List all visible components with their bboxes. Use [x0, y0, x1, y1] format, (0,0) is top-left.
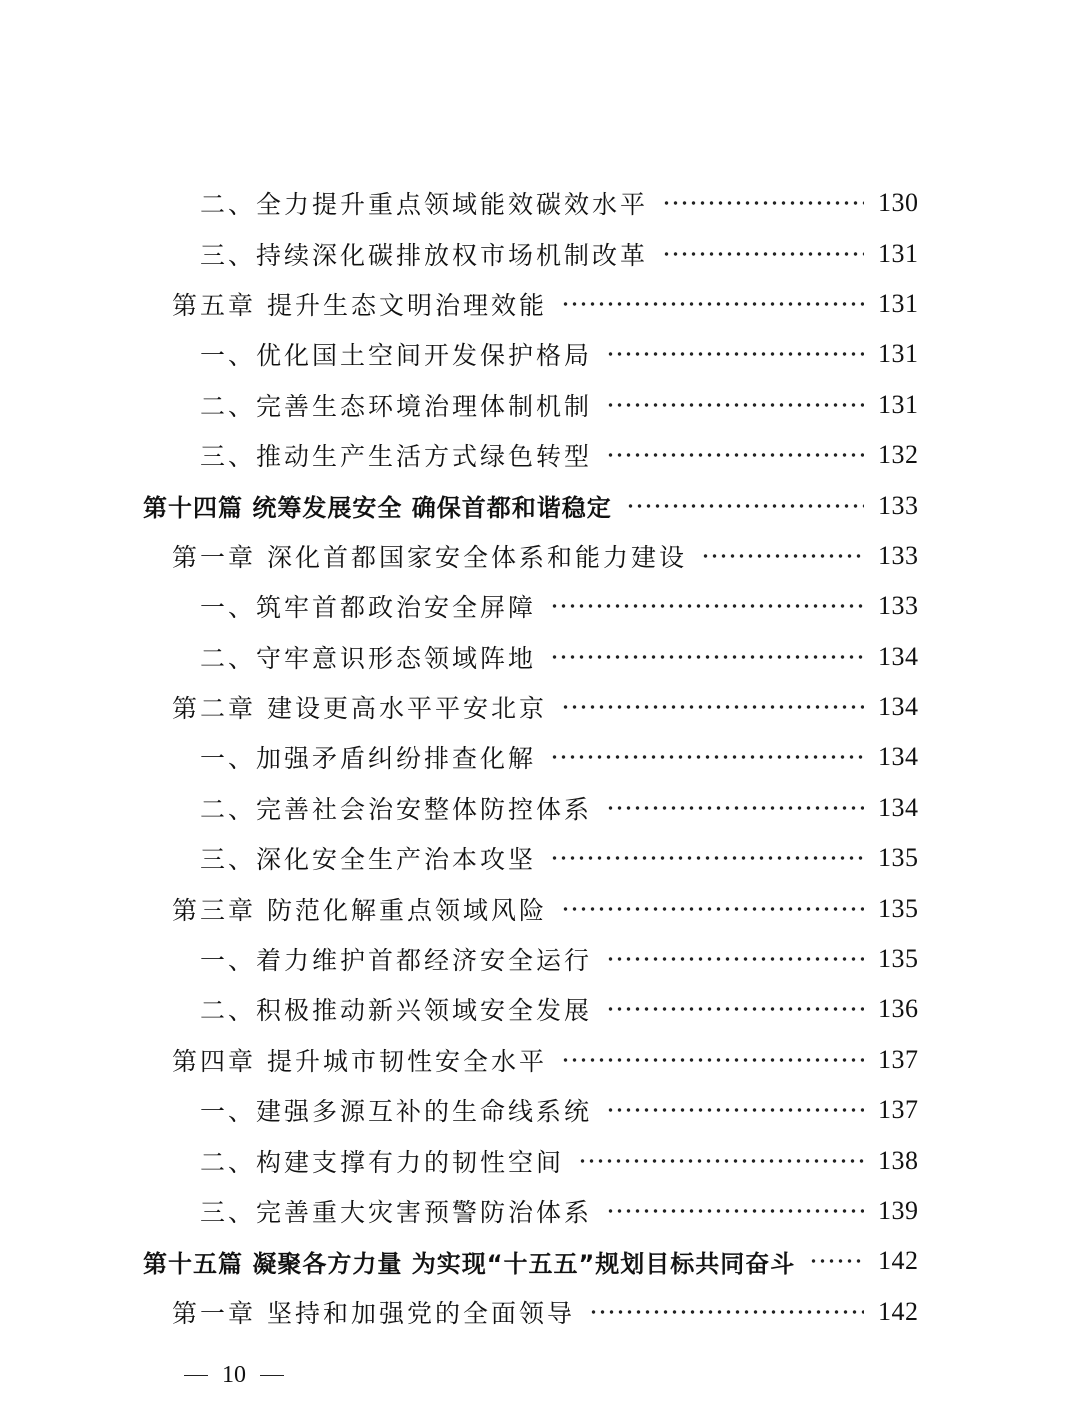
toc-entry[interactable]: [0, 732, 1080, 782]
dash-right: [260, 1375, 284, 1376]
dot-leader: [550, 855, 864, 861]
toc-entry[interactable]: [0, 1085, 1080, 1135]
toc-entry-title: 二、构建支撑有力的韧性空间: [200, 1147, 565, 1177]
toc-entry-page: 131: [878, 339, 919, 369]
toc-entry-title: 第五章 提升生态文明治理效能: [172, 290, 547, 320]
toc-entry[interactable]: [0, 380, 1080, 430]
toc-entry-page: 136: [878, 994, 919, 1024]
toc-entry[interactable]: [0, 1135, 1080, 1185]
dot-leader: [606, 1006, 864, 1012]
dot-leader: [561, 906, 864, 912]
toc-entry[interactable]: [0, 682, 1080, 732]
toc-entry-page: 135: [878, 843, 919, 873]
toc-entry[interactable]: [0, 531, 1080, 581]
toc-entry-title: 第四章 提升城市韧性安全水平: [172, 1046, 547, 1076]
toc-entry-title: 第一章 坚持和加强党的全面领导: [172, 1298, 575, 1328]
toc-entry-title: 二、完善生态环境治理体制机制: [200, 391, 593, 421]
toc-entry[interactable]: [0, 581, 1080, 631]
toc-entry-page: 134: [878, 742, 919, 772]
toc-entry[interactable]: [0, 430, 1080, 480]
toc-entry[interactable]: [0, 1035, 1080, 1085]
toc-entry-title: 二、完善社会治安整体防控体系: [200, 794, 593, 824]
toc-entry-title: 一、加强矛盾纠纷排查化解: [200, 744, 537, 774]
toc-entry-title: 第三章 防范化解重点领域风险: [172, 895, 547, 925]
toc-entry[interactable]: [0, 833, 1080, 883]
toc-entry-page: 134: [878, 692, 919, 722]
toc-entry-title: 一、筑牢首都政治安全屏障: [200, 593, 537, 623]
dot-leader: [589, 1309, 864, 1315]
toc-entry[interactable]: [0, 984, 1080, 1034]
toc-entry-title: 第二章 建设更高水平平安北京: [172, 694, 547, 724]
toc-entry[interactable]: [0, 632, 1080, 682]
dot-leader: [561, 1057, 864, 1063]
table-of-contents: [0, 178, 1080, 1337]
dot-leader: [701, 553, 864, 559]
toc-entry-title: 三、推动生产生活方式绿色转型: [200, 442, 593, 472]
dot-leader: [809, 1258, 864, 1264]
dot-leader: [606, 805, 864, 811]
dot-leader: [561, 301, 864, 307]
dot-leader: [578, 1158, 864, 1164]
dot-leader: [662, 251, 864, 257]
toc-entry[interactable]: [0, 883, 1080, 933]
toc-entry-title: 二、守牢意识形态领域阵地: [200, 643, 537, 673]
toc-entry-title: 第十五篇 凝聚各方力量 为实现“十五五”规划目标共同奋斗: [143, 1249, 796, 1278]
toc-entry[interactable]: [0, 329, 1080, 379]
toc-entry[interactable]: [0, 783, 1080, 833]
toc-entry-page: 134: [878, 641, 919, 671]
toc-entry-page: 138: [878, 1145, 919, 1175]
toc-entry-title: 三、深化安全生产治本攻坚: [200, 845, 537, 875]
dot-leader: [606, 1107, 864, 1113]
dot-leader: [561, 704, 864, 710]
dot-leader: [606, 956, 864, 962]
dot-leader: [606, 452, 864, 458]
toc-entry-page: 142: [878, 1296, 919, 1326]
dot-leader: [662, 200, 864, 206]
dot-leader: [550, 654, 864, 660]
toc-entry-title: 二、全力提升重点领域能效碳效水平: [200, 190, 649, 220]
dot-leader: [606, 1208, 864, 1214]
toc-entry-page: 130: [878, 188, 919, 218]
toc-entry-title: 二、积极推动新兴领域安全发展: [200, 996, 593, 1026]
dash-left: [184, 1375, 208, 1376]
toc-entry-page: 135: [878, 893, 919, 923]
dot-leader: [606, 351, 864, 357]
dot-leader: [550, 603, 864, 609]
toc-entry-title: 一、建强多源互补的生命线系统: [200, 1097, 593, 1127]
toc-entry-page: 131: [878, 288, 919, 318]
toc-entry-title: 第一章 深化首都国家安全体系和能力建设: [172, 542, 687, 572]
toc-entry-page: 131: [878, 389, 919, 419]
toc-entry-page: 137: [878, 1095, 919, 1125]
dot-leader: [550, 754, 864, 760]
toc-entry-page: 137: [878, 1044, 919, 1074]
toc-entry-page: 134: [878, 792, 919, 822]
toc-entry-page: 132: [878, 440, 919, 470]
toc-entry[interactable]: [0, 178, 1080, 228]
toc-entry[interactable]: [0, 480, 1080, 530]
toc-entry-page: 135: [878, 944, 919, 974]
toc-entry-page: 131: [878, 238, 919, 268]
toc-entry-page: 133: [878, 540, 919, 570]
toc-entry-page: 139: [878, 1196, 919, 1225]
toc-entry-page: 133: [878, 490, 919, 520]
toc-entry-title: 三、完善重大灾害预警防治体系: [200, 1198, 593, 1227]
toc-entry[interactable]: [0, 1287, 1080, 1337]
toc-entry[interactable]: [0, 228, 1080, 278]
toc-entry[interactable]: [0, 934, 1080, 984]
toc-entry[interactable]: [0, 1236, 1080, 1286]
toc-entry-title: 第十四篇 统筹发展安全 确保首都和谐稳定: [143, 494, 612, 523]
dot-leader: [606, 402, 864, 408]
toc-entry[interactable]: [0, 1186, 1080, 1236]
toc-entry-title: 一、着力维护首都经济安全运行: [200, 946, 593, 976]
toc-entry-title: 三、持续深化碳排放权市场机制改革: [200, 240, 649, 270]
page-footer: [170, 1362, 298, 1389]
dot-leader: [626, 503, 864, 509]
page-number: 10: [222, 1362, 246, 1388]
toc-entry-title: 一、优化国土空间开发保护格局: [200, 341, 593, 371]
toc-entry[interactable]: [0, 279, 1080, 329]
toc-entry-page: 142: [878, 1246, 919, 1276]
toc-entry-page: 133: [878, 591, 919, 621]
